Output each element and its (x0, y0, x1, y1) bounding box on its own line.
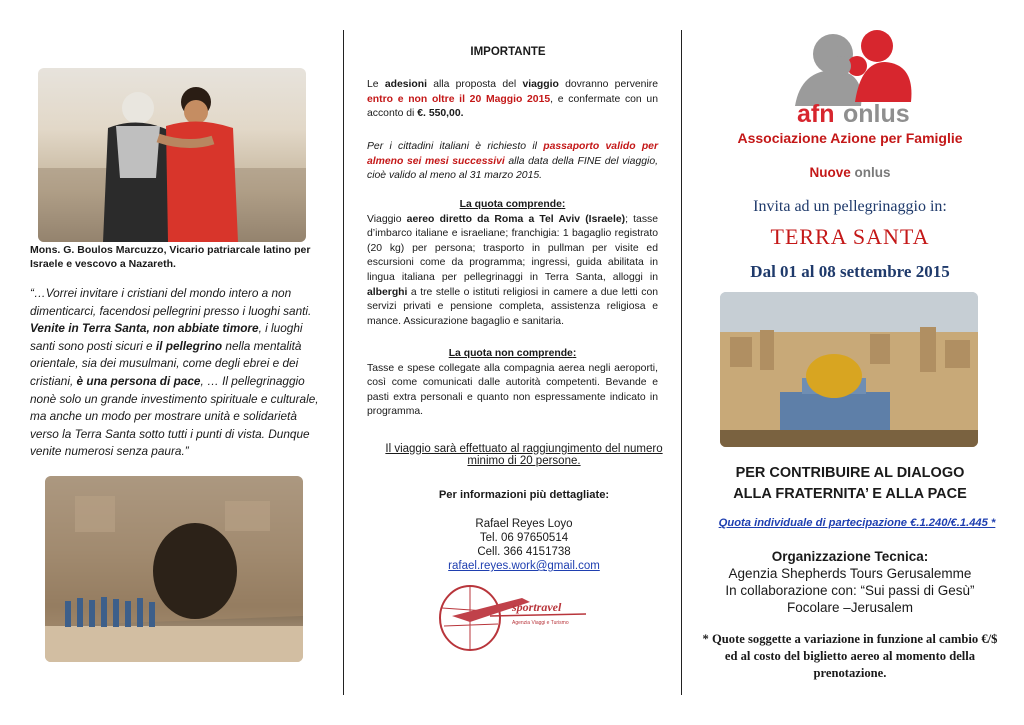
svg-text:sportravel: sportravel (512, 600, 562, 614)
price-variation-note: * Quote soggette a variazione in funzione al cambio €/$ ed al costo del biglietto aereo al momento della prenotazione. (702, 632, 998, 680)
svg-text:afn: afn (797, 100, 835, 128)
quota-comprende-heading: La quota comprende: (459, 199, 566, 210)
adesioni-paragraph: Le adesioni alla proposta del viaggio dovranno pervenire entro e non oltre il 20 Maggio 2015, e confermate con un acconto di €. 550,00. (367, 79, 658, 120)
sportravel-logo (430, 578, 590, 658)
slogan-line-2: ALLA FRATERNITA’ E ALLA PACE (733, 486, 967, 502)
technical-organization (712, 548, 988, 616)
svg-text:onlus: onlus (843, 100, 910, 128)
photo-pilgrims-cave (45, 476, 303, 662)
nuove-onlus: Nuove onlus (809, 165, 891, 180)
org-agency: Agenzia Shepherds Tours Gerusalemme (728, 566, 972, 581)
quota-comprende-section: La quota comprende: Viaggio aereo diretto da Roma a Tel Aviv (Israele); tasse d’imbarco italiane e israeliane; franchigia: 1 bagaglio registrato (20 kg) per persona; trasporto in pullman per visite ed escursioni come da programma; ingressi, guida abilitata in lingua italiana per pellegrinaggi in Terra Santa, alloggi in alberghi a tre stelle o istituti religiosi in camere a due letti con servizi privati e pensione completa, assistenza religiosa e mance. Assicurazione bagaglio e sanitaria. (367, 199, 658, 327)
afn-onlus-logo (775, 30, 945, 130)
column-divider-right (681, 30, 682, 695)
destination-title: TERRA SANTA (770, 224, 930, 249)
svg-text:Agenzia Viaggi e Turismo: Agenzia Viaggi e Turismo (512, 620, 569, 626)
org-collaboration: In collaborazione con: “Sui passi di Gesù” (725, 583, 975, 598)
contribution-slogan (712, 463, 988, 505)
invitation-line: Invita ad un pellegrinaggio in: (753, 198, 947, 215)
photo-caption: Mons. G. Boulos Marcuzzo, Vicario patriarcale latino per Israele e vescovo a Nazareth. (30, 244, 311, 270)
minimum-participants: Il viaggio sarà effettuato al raggiungimento del numero minimo di 20 persone. (385, 443, 663, 467)
photo-two-boys (38, 68, 306, 242)
photo-jerusalem-dome (720, 292, 978, 447)
column-divider-left (343, 30, 344, 695)
org-focolare: Focolare –Jerusalem (786, 600, 914, 615)
contact-block (380, 517, 668, 573)
contact-name: Rafael Reyes Loyo (475, 518, 573, 530)
info-heading: Per informazioni più dettagliate: (438, 489, 610, 501)
slogan-line-1: PER CONTRIBUIRE AL DIALOGO (735, 465, 965, 481)
quota-non-comprende-heading: La quota non comprende: (448, 348, 577, 359)
individual-price: Quota individuale di partecipazione €.1.240/€.1.445 * (718, 517, 996, 529)
contact-email-link[interactable]: rafael.reyes.work@gmail.com (448, 560, 600, 572)
org-heading: Organizzazione Tecnica: (771, 549, 929, 564)
important-title: IMPORTANTE (470, 46, 546, 58)
contact-tel: Tel. 06 97650514 (479, 532, 569, 544)
association-name: Associazione Azione per Famiglie (737, 130, 963, 146)
pastoral-quote: “…Vorrei invitare i cristiani del mondo intero a non dimenticarci, facendosi pellegrini presso i luoghi santi. Venite in Terra Santa, non abbiate timore, i luoghi santi sono posti sicuri e il pellegrino nella mentalità orientale, sia dei musulmani, come degli ebrei e dei cristiani, è una persona di pace, … Il pellegrinaggio nonè solo un grande investimento spirituale e culturale, ma anche un modo per mostrare unità e solidarietà verso la Terra Santa sotto tutti i punti di vista. Dunque venite numerosi senza paura.” (30, 286, 319, 459)
passport-paragraph: Per i cittadini italiani è richiesto il passaporto valido per almeno sei mesi successivi alla data della FINE del viaggio, cioè valido al meno al 31 marzo 2015. (367, 141, 658, 182)
trip-dates: Dal 01 al 08 settembre 2015 (750, 262, 950, 281)
contact-cell: Cell. 366 4151738 (477, 546, 571, 558)
quota-non-comprende-section: La quota non comprende: Tasse e spese collegate alla compagnia aerea negli aeroporti, così come comunicati dalle autorità competenti. Bevande e pasti extra personali e quanto non espressamente indicato in programma. (367, 348, 658, 418)
